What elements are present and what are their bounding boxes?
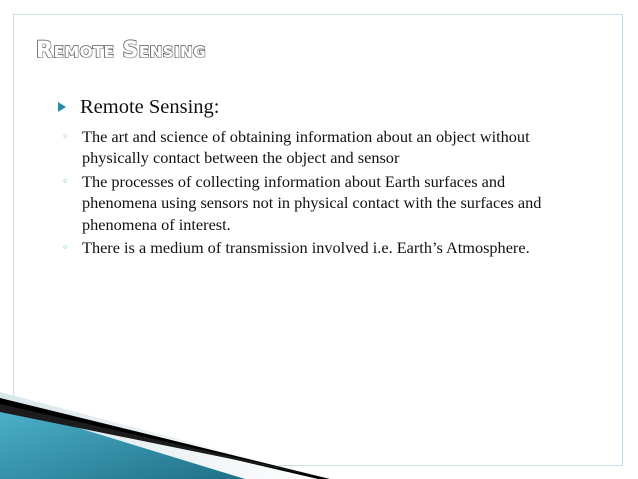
sub-point-text: The art and science of obtaining information about an object without physically contact between the object and sensor [82, 127, 530, 168]
slide-title: Remote Sensing [36, 38, 206, 63]
circle-bullet-icon: ◦ [62, 241, 69, 255]
sub-point-text: There is a medium of transmission involved i.e. Earth’s Atmosphere. [82, 238, 530, 258]
circle-bullet-icon: ◦ [62, 174, 69, 188]
main-point-text: Remote Sensing: [80, 96, 220, 118]
sub-point-text: The processes of collecting information about Earth surfaces and phenomena using sensors not in physical contact with the surfaces and phenomena of interest. [82, 171, 542, 234]
circle-bullet-icon: ◦ [62, 130, 69, 143]
